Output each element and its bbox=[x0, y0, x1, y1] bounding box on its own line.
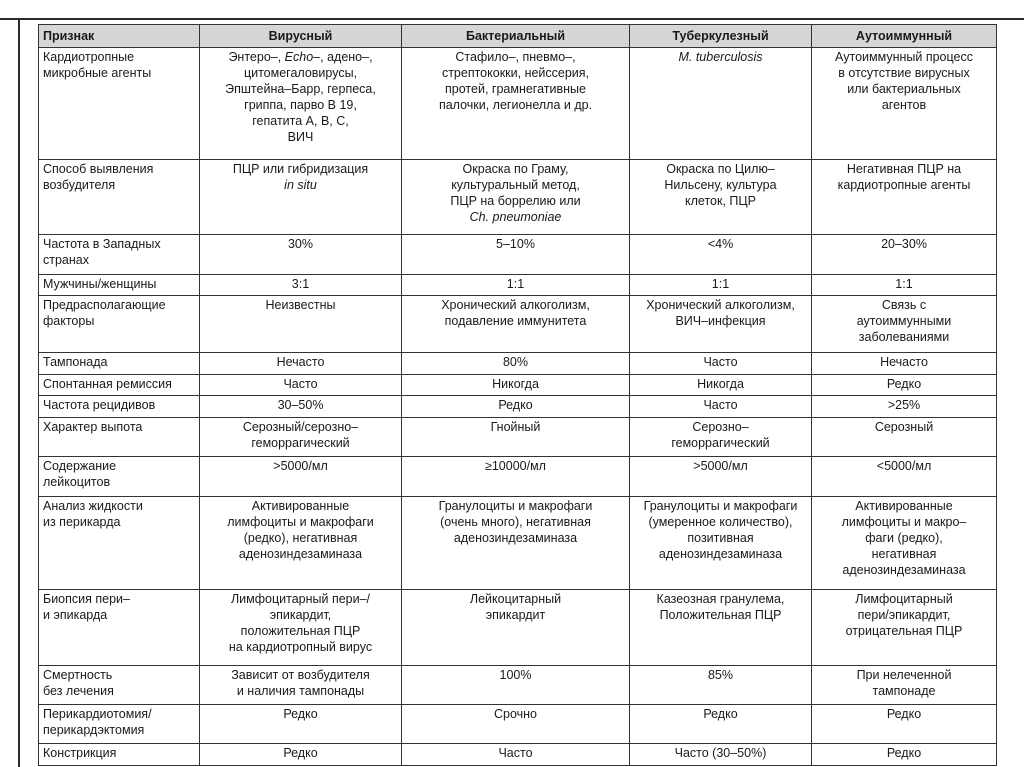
cell-viral bbox=[200, 457, 402, 496]
cell-line: эпикардит, bbox=[269, 608, 332, 623]
row-label-line: без лечения bbox=[43, 683, 114, 698]
cell-tuberculous bbox=[630, 274, 812, 295]
cell-line: Гранулоциты и макрофаги bbox=[643, 498, 798, 513]
row-label-line: Спонтанная ремиссия bbox=[43, 376, 172, 391]
cell-tuberculous bbox=[630, 374, 812, 395]
cell-line: в отсутствие вирусных bbox=[838, 66, 970, 80]
cell-autoimmune bbox=[812, 48, 997, 160]
cell-line: подавление иммунитета bbox=[444, 313, 587, 328]
cell-bacterial bbox=[402, 396, 630, 417]
cell-line: (редко), негативная bbox=[243, 530, 358, 545]
cell-line: на кардиотропный вирус bbox=[228, 640, 373, 655]
cell-line: Часто bbox=[498, 746, 533, 761]
cell-tuberculous bbox=[630, 417, 812, 456]
cell-line: агентов bbox=[881, 98, 927, 112]
row-label bbox=[39, 417, 200, 456]
cell-line: 3:1 bbox=[291, 276, 310, 291]
cell-autoimmune bbox=[812, 274, 997, 295]
cell-line: 100% bbox=[499, 667, 532, 682]
row-label-line: Способ выявления bbox=[43, 161, 154, 176]
cell-line: Хронический алкоголизм, bbox=[441, 297, 590, 312]
cell-line: Лейкоцитарный bbox=[469, 592, 562, 607]
cell-autoimmune bbox=[812, 396, 997, 417]
cell-line: ≥10000/мл bbox=[485, 459, 546, 474]
row-label bbox=[39, 496, 200, 590]
cell-viral bbox=[200, 295, 402, 352]
cell-line: палочки, легионелла и др. bbox=[438, 98, 593, 112]
row-label-line: микробные агенты bbox=[43, 66, 152, 80]
row-label bbox=[39, 274, 200, 295]
cell-line: Редко bbox=[283, 746, 318, 761]
row-label-line: Биопсия пери– bbox=[43, 592, 130, 607]
cell-line: геморрагический bbox=[671, 435, 770, 450]
table-row bbox=[39, 159, 997, 235]
cell-tuberculous bbox=[630, 159, 812, 235]
cell-line: Стафило–, пневмо–, bbox=[455, 50, 576, 64]
cell-line: Неизвестны bbox=[265, 297, 336, 312]
cell-line: Эпштейна–Барр, герпеса, bbox=[225, 82, 376, 96]
cell-bacterial bbox=[402, 496, 630, 590]
row-label-line: Предрасполагающие bbox=[43, 297, 166, 312]
cell-viral bbox=[200, 159, 402, 235]
cell-line: Негативная ПЦР на bbox=[846, 161, 962, 176]
cell-line: Лимфоцитарный пери–/ bbox=[230, 592, 371, 607]
cell-autoimmune bbox=[812, 159, 997, 235]
cell-line: Серозный/серозно– bbox=[242, 419, 359, 434]
cell-autoimmune bbox=[812, 417, 997, 456]
cell-line: 1:1 bbox=[711, 276, 730, 291]
row-label-line: и эпикарда bbox=[43, 608, 108, 623]
cell-line: негативная bbox=[871, 546, 937, 561]
cell-tuberculous bbox=[630, 590, 812, 666]
header-feature: Признак bbox=[39, 25, 200, 48]
cell-tuberculous bbox=[630, 496, 812, 590]
cell-line: Энтеро–, Echo–, адено–, bbox=[228, 50, 373, 64]
table-row bbox=[39, 235, 997, 274]
table-row bbox=[39, 48, 997, 160]
cell-line: >5000/мл bbox=[693, 459, 748, 474]
cell-viral bbox=[200, 274, 402, 295]
cell-autoimmune bbox=[812, 457, 997, 496]
cell-autoimmune bbox=[812, 705, 997, 744]
cell-line: Часто bbox=[283, 376, 318, 391]
cell-line: фаги (редко), bbox=[865, 530, 943, 545]
cell-line: стрептококки, нейссерия, bbox=[441, 66, 590, 80]
cell-tuberculous bbox=[630, 457, 812, 496]
cell-line bbox=[204, 177, 397, 193]
cell-line: Зависит от возбудителя bbox=[231, 667, 370, 682]
cell-viral bbox=[200, 353, 402, 374]
cell-line: ВИЧ bbox=[287, 130, 314, 144]
table-row bbox=[39, 665, 997, 704]
row-label-line: странах bbox=[43, 253, 89, 268]
row-label-line: Кардиотропные bbox=[43, 50, 135, 64]
pericarditis-comparison-table bbox=[38, 24, 997, 766]
cell-line: Редко bbox=[283, 707, 318, 722]
cell-line: Гранулоциты и макрофаги bbox=[438, 498, 593, 513]
cell-line: тампонаде bbox=[872, 683, 936, 698]
cell-viral bbox=[200, 396, 402, 417]
cell-line: Нечасто bbox=[276, 355, 325, 370]
cell-viral bbox=[200, 705, 402, 744]
italic-term: M. tuberculosis bbox=[678, 50, 763, 64]
header-tuberculous: Туберкулезный bbox=[630, 25, 812, 48]
cell-line: 5–10% bbox=[496, 237, 535, 252]
cell-line: или бактериальных bbox=[847, 82, 961, 96]
cell-line: Окраска по Граму, bbox=[462, 161, 569, 176]
row-label bbox=[39, 235, 200, 274]
row-label bbox=[39, 295, 200, 352]
cell-line: заболеваниями bbox=[858, 329, 950, 344]
cell-tuberculous bbox=[630, 295, 812, 352]
cell-line: Никогда bbox=[492, 376, 539, 391]
cell-tuberculous bbox=[630, 744, 812, 766]
cell-line: Нильсену, культура bbox=[664, 177, 777, 192]
cell-line: (очень много), негативная bbox=[440, 514, 591, 529]
cell-viral bbox=[200, 590, 402, 666]
cell-autoimmune bbox=[812, 295, 997, 352]
cell-bacterial bbox=[402, 665, 630, 704]
cell-line bbox=[634, 49, 807, 65]
cell-autoimmune bbox=[812, 496, 997, 590]
cell-line: и наличия тампонады bbox=[236, 683, 365, 698]
row-label bbox=[39, 48, 200, 160]
cell-line: культуральный метод, bbox=[451, 177, 580, 192]
cell-line: эпикардит bbox=[485, 608, 546, 623]
cell-line: 80% bbox=[502, 355, 529, 370]
cell-line: 85% bbox=[707, 667, 734, 682]
cell-line: 20–30% bbox=[881, 237, 927, 252]
row-label-line: Анализ жидкости bbox=[43, 498, 143, 513]
cell-line: положительная ПЦР bbox=[240, 624, 361, 639]
row-label-line: Частота рецидивов bbox=[43, 398, 156, 413]
row-label-line: перикардэктомия bbox=[43, 723, 145, 738]
cell-autoimmune bbox=[812, 235, 997, 274]
cell-line: Редко bbox=[886, 746, 922, 761]
cell-line: >5000/мл bbox=[273, 459, 328, 474]
table-row bbox=[39, 353, 997, 374]
row-label-line: возбудителя bbox=[43, 177, 116, 192]
cell-line: Редко bbox=[886, 376, 922, 391]
table-row bbox=[39, 295, 997, 352]
cell-bacterial bbox=[402, 590, 630, 666]
cell-line: Активированные bbox=[251, 498, 350, 513]
table-row bbox=[39, 457, 997, 496]
table-row bbox=[39, 496, 997, 590]
row-label bbox=[39, 590, 200, 666]
cell-autoimmune bbox=[812, 374, 997, 395]
cell-line: Казеозная гранулема, bbox=[656, 592, 785, 607]
cell-tuberculous bbox=[630, 353, 812, 374]
cell-line: 1:1 bbox=[895, 276, 913, 291]
cell-line: Часто bbox=[703, 398, 738, 413]
cell-line: Часто bbox=[703, 355, 738, 370]
cell-line: Часто (30–50%) bbox=[674, 746, 767, 761]
cell-line: пери/эпикардит, bbox=[857, 608, 951, 623]
cell-line: Никогда bbox=[697, 376, 744, 391]
cell-line: аденозиндезаминаза bbox=[238, 546, 363, 561]
cell-line: Редко bbox=[703, 707, 738, 722]
table-row bbox=[39, 396, 997, 417]
cell-line: <5000/мл bbox=[876, 459, 932, 474]
row-label-line: Мужчины/женщины bbox=[43, 276, 157, 291]
cell-line: Серозный bbox=[874, 419, 934, 434]
row-label bbox=[39, 374, 200, 395]
cell-line: 30–50% bbox=[277, 398, 324, 413]
cell-bacterial bbox=[402, 159, 630, 235]
cell-line: отрицательная ПЦР bbox=[845, 624, 963, 639]
cell-line: Нечасто bbox=[880, 355, 928, 370]
cell-autoimmune bbox=[812, 590, 997, 666]
cell-line: гепатита А, В, С, bbox=[252, 114, 349, 128]
cell-autoimmune bbox=[812, 353, 997, 374]
cell-bacterial bbox=[402, 417, 630, 456]
cell-line: цитомегаловирусы, bbox=[243, 66, 358, 80]
cell-line: Активированные bbox=[855, 498, 953, 513]
row-label-line: Перикардиотомия/ bbox=[43, 707, 152, 722]
cell-line: Срочно bbox=[493, 707, 538, 722]
row-label-line: из перикарда bbox=[43, 514, 121, 529]
cell-bacterial bbox=[402, 295, 630, 352]
cell-line: 1:1 bbox=[506, 276, 525, 291]
cell-line: клеток, ПЦР bbox=[685, 193, 756, 208]
cell-line: Редко bbox=[498, 398, 533, 413]
table-row bbox=[39, 274, 997, 295]
cell-line: Аутоиммунный процесс bbox=[835, 50, 973, 64]
row-label-line: Тампонада bbox=[43, 355, 108, 370]
cell-bacterial bbox=[402, 457, 630, 496]
cell-line: (умеренное количество), bbox=[648, 514, 793, 529]
page-frame-top-rule bbox=[0, 18, 1024, 20]
cell-line: Положительная ПЦР bbox=[659, 608, 782, 623]
cell-line: Гнойный bbox=[490, 419, 541, 434]
cell-line: Лимфоцитарный bbox=[855, 592, 953, 607]
cell-autoimmune bbox=[812, 665, 997, 704]
cell-bacterial bbox=[402, 274, 630, 295]
cell-bacterial bbox=[402, 235, 630, 274]
cell-line: лимфоциты и макрофаги bbox=[227, 514, 374, 529]
header-autoimmune: Аутоиммунный bbox=[812, 25, 997, 48]
italic-term: in situ bbox=[284, 177, 317, 192]
header-bacterial: Бактериальный bbox=[402, 25, 630, 48]
italic-term: Echo bbox=[284, 50, 314, 64]
cell-line: аденозиндезаминаза bbox=[842, 562, 966, 577]
cell-line: аденозиндезаминаза bbox=[453, 530, 578, 545]
cell-viral bbox=[200, 496, 402, 590]
cell-line: ВИЧ–инфекция bbox=[675, 313, 766, 328]
row-label bbox=[39, 457, 200, 496]
cell-line: гриппа, парво В 19, bbox=[244, 98, 357, 112]
cell-viral bbox=[200, 374, 402, 395]
cell-tuberculous bbox=[630, 235, 812, 274]
table-row bbox=[39, 705, 997, 744]
cell-tuberculous bbox=[630, 48, 812, 160]
cell-tuberculous bbox=[630, 705, 812, 744]
table-header bbox=[39, 25, 997, 48]
cell-line: <4% bbox=[707, 237, 734, 252]
cell-tuberculous bbox=[630, 665, 812, 704]
cell-line: 30% bbox=[287, 237, 314, 252]
cell-line: аденозиндезаминаза bbox=[658, 546, 783, 561]
row-label bbox=[39, 159, 200, 235]
table-body bbox=[39, 48, 997, 766]
row-label bbox=[39, 705, 200, 744]
cell-bacterial bbox=[402, 374, 630, 395]
cell-viral bbox=[200, 235, 402, 274]
italic-term: Ch. pneumoniae bbox=[469, 209, 562, 224]
cell-viral bbox=[200, 48, 402, 160]
table-row bbox=[39, 417, 997, 456]
cell-line: Редко bbox=[886, 707, 922, 722]
row-label bbox=[39, 396, 200, 417]
cell-line: лимфоциты и макро– bbox=[841, 514, 967, 529]
cell-line bbox=[406, 209, 625, 225]
cell-line: позитивная bbox=[687, 530, 754, 545]
cell-viral bbox=[200, 417, 402, 456]
cell-bacterial bbox=[402, 744, 630, 766]
cell-line: протей, грамнегативные bbox=[445, 82, 586, 96]
cell-line: Окраска по Цилю– bbox=[666, 161, 775, 176]
table-row bbox=[39, 744, 997, 766]
cell-bacterial bbox=[402, 705, 630, 744]
cell-bacterial bbox=[402, 48, 630, 160]
cell-line: аутоиммунными bbox=[856, 313, 952, 328]
row-label-line: лейкоцитов bbox=[43, 475, 111, 490]
cell-line: Хронический алкоголизм, bbox=[646, 297, 795, 312]
cell-line: Серозно– bbox=[692, 419, 749, 434]
cell-autoimmune bbox=[812, 744, 997, 766]
table-row bbox=[39, 374, 997, 395]
cell-tuberculous bbox=[630, 396, 812, 417]
row-label bbox=[39, 353, 200, 374]
cell-line: ПЦР или гибридизация bbox=[232, 161, 369, 176]
cell-line: ПЦР на боррелию или bbox=[450, 193, 581, 208]
row-label-line: Констрикция bbox=[43, 746, 117, 761]
cell-line: Связь с bbox=[881, 297, 927, 312]
row-label bbox=[39, 665, 200, 704]
cell-line: кардиотропные агенты bbox=[837, 177, 971, 192]
header-row bbox=[39, 25, 997, 48]
row-label-line: Содержание bbox=[43, 459, 117, 474]
row-label-line: Смертность bbox=[43, 667, 113, 682]
row-label-line: Частота в Западных bbox=[43, 237, 161, 252]
row-label-line: Характер выпота bbox=[43, 419, 143, 434]
header-viral: Вирусный bbox=[200, 25, 402, 48]
cell-viral bbox=[200, 665, 402, 704]
cell-bacterial bbox=[402, 353, 630, 374]
cell-viral bbox=[200, 744, 402, 766]
cell-line: геморрагический bbox=[251, 435, 350, 450]
row-label-line: факторы bbox=[43, 313, 95, 328]
table-row bbox=[39, 590, 997, 666]
cell-line: >25% bbox=[887, 398, 921, 413]
cell-line: При нелеченной bbox=[856, 667, 952, 682]
row-label bbox=[39, 744, 200, 766]
page-frame-left-rule bbox=[18, 18, 20, 767]
